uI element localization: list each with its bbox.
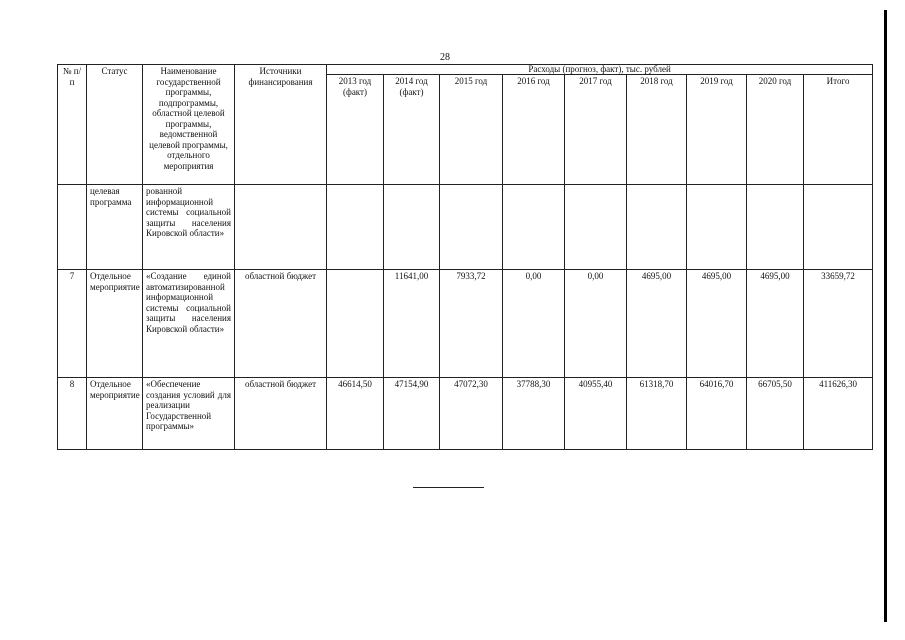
header-year: 2013 год (факт) — [327, 75, 384, 185]
row-value: 37788,30 — [503, 378, 565, 450]
header-year: 2020 год — [747, 75, 804, 185]
row-value: 0,00 — [503, 270, 565, 378]
row-value — [384, 185, 440, 270]
row-value: 46614,50 — [327, 378, 384, 450]
header-year: 2016 год — [503, 75, 565, 185]
row-value: 61318,70 — [627, 378, 687, 450]
row-value: 4695,00 — [747, 270, 804, 378]
table-row — [58, 270, 873, 378]
header-year: 2019 год — [687, 75, 747, 185]
row-num: 8 — [58, 378, 87, 450]
row-status: Отдельное мероприятие — [87, 270, 143, 378]
row-total: 33659,72 — [804, 270, 873, 378]
header-num: № п/п — [58, 65, 87, 185]
row-value: 4695,00 — [627, 270, 687, 378]
header-year: 2014 год (факт) — [384, 75, 440, 185]
row-value — [440, 185, 503, 270]
row-value: 4695,00 — [687, 270, 747, 378]
header-source: Источники финансирования — [235, 65, 327, 185]
header-expenses: Расходы (прогноз, факт), тыс. рублей — [327, 65, 873, 75]
page-number: 28 — [440, 52, 450, 63]
row-total — [804, 185, 873, 270]
row-name: «Обеспечение создания условий для реализации Государственной программы» — [143, 378, 235, 450]
row-value: 47154,90 — [384, 378, 440, 450]
row-name: рованной информационной системы социальной защиты населения Кировской области» — [143, 185, 235, 270]
row-source: областной бюджет — [235, 378, 327, 450]
table-row — [58, 378, 873, 450]
header-year: 2015 год — [440, 75, 503, 185]
row-value — [327, 270, 384, 378]
header-year: 2017 год — [565, 75, 627, 185]
row-value: 47072,30 — [440, 378, 503, 450]
row-value: 11641,00 — [384, 270, 440, 378]
row-value — [627, 185, 687, 270]
row-value: 64016,70 — [687, 378, 747, 450]
row-value — [565, 185, 627, 270]
page-edge-line — [884, 10, 887, 622]
row-value: 40955,40 — [565, 378, 627, 450]
row-value — [503, 185, 565, 270]
row-status: целевая программа — [87, 185, 143, 270]
row-value: 7933,72 — [440, 270, 503, 378]
expenses-table — [57, 64, 873, 450]
row-total: 411626,30 — [804, 378, 873, 450]
row-value — [687, 185, 747, 270]
row-num: 7 — [58, 270, 87, 378]
row-value — [747, 185, 804, 270]
row-status: Отдельное мероприятие — [87, 378, 143, 450]
end-rule — [413, 487, 484, 488]
row-value: 0,00 — [565, 270, 627, 378]
row-num — [58, 185, 87, 270]
row-source: областной бюджет — [235, 270, 327, 378]
row-value — [327, 185, 384, 270]
header-year: 2018 год — [627, 75, 687, 185]
row-name: «Создание единой автоматизированной информационной системы социальной защиты населения Кировской области» — [143, 270, 235, 378]
row-value: 66705,50 — [747, 378, 804, 450]
row-source — [235, 185, 327, 270]
header-name: Наименование государственной программы, подпрограммы, областной целевой программы, ведомственной целевой программы, отдельного мероприятия — [143, 65, 235, 185]
header-total: Итого — [804, 75, 873, 185]
header-status: Статус — [87, 65, 143, 185]
table-row — [58, 185, 873, 270]
